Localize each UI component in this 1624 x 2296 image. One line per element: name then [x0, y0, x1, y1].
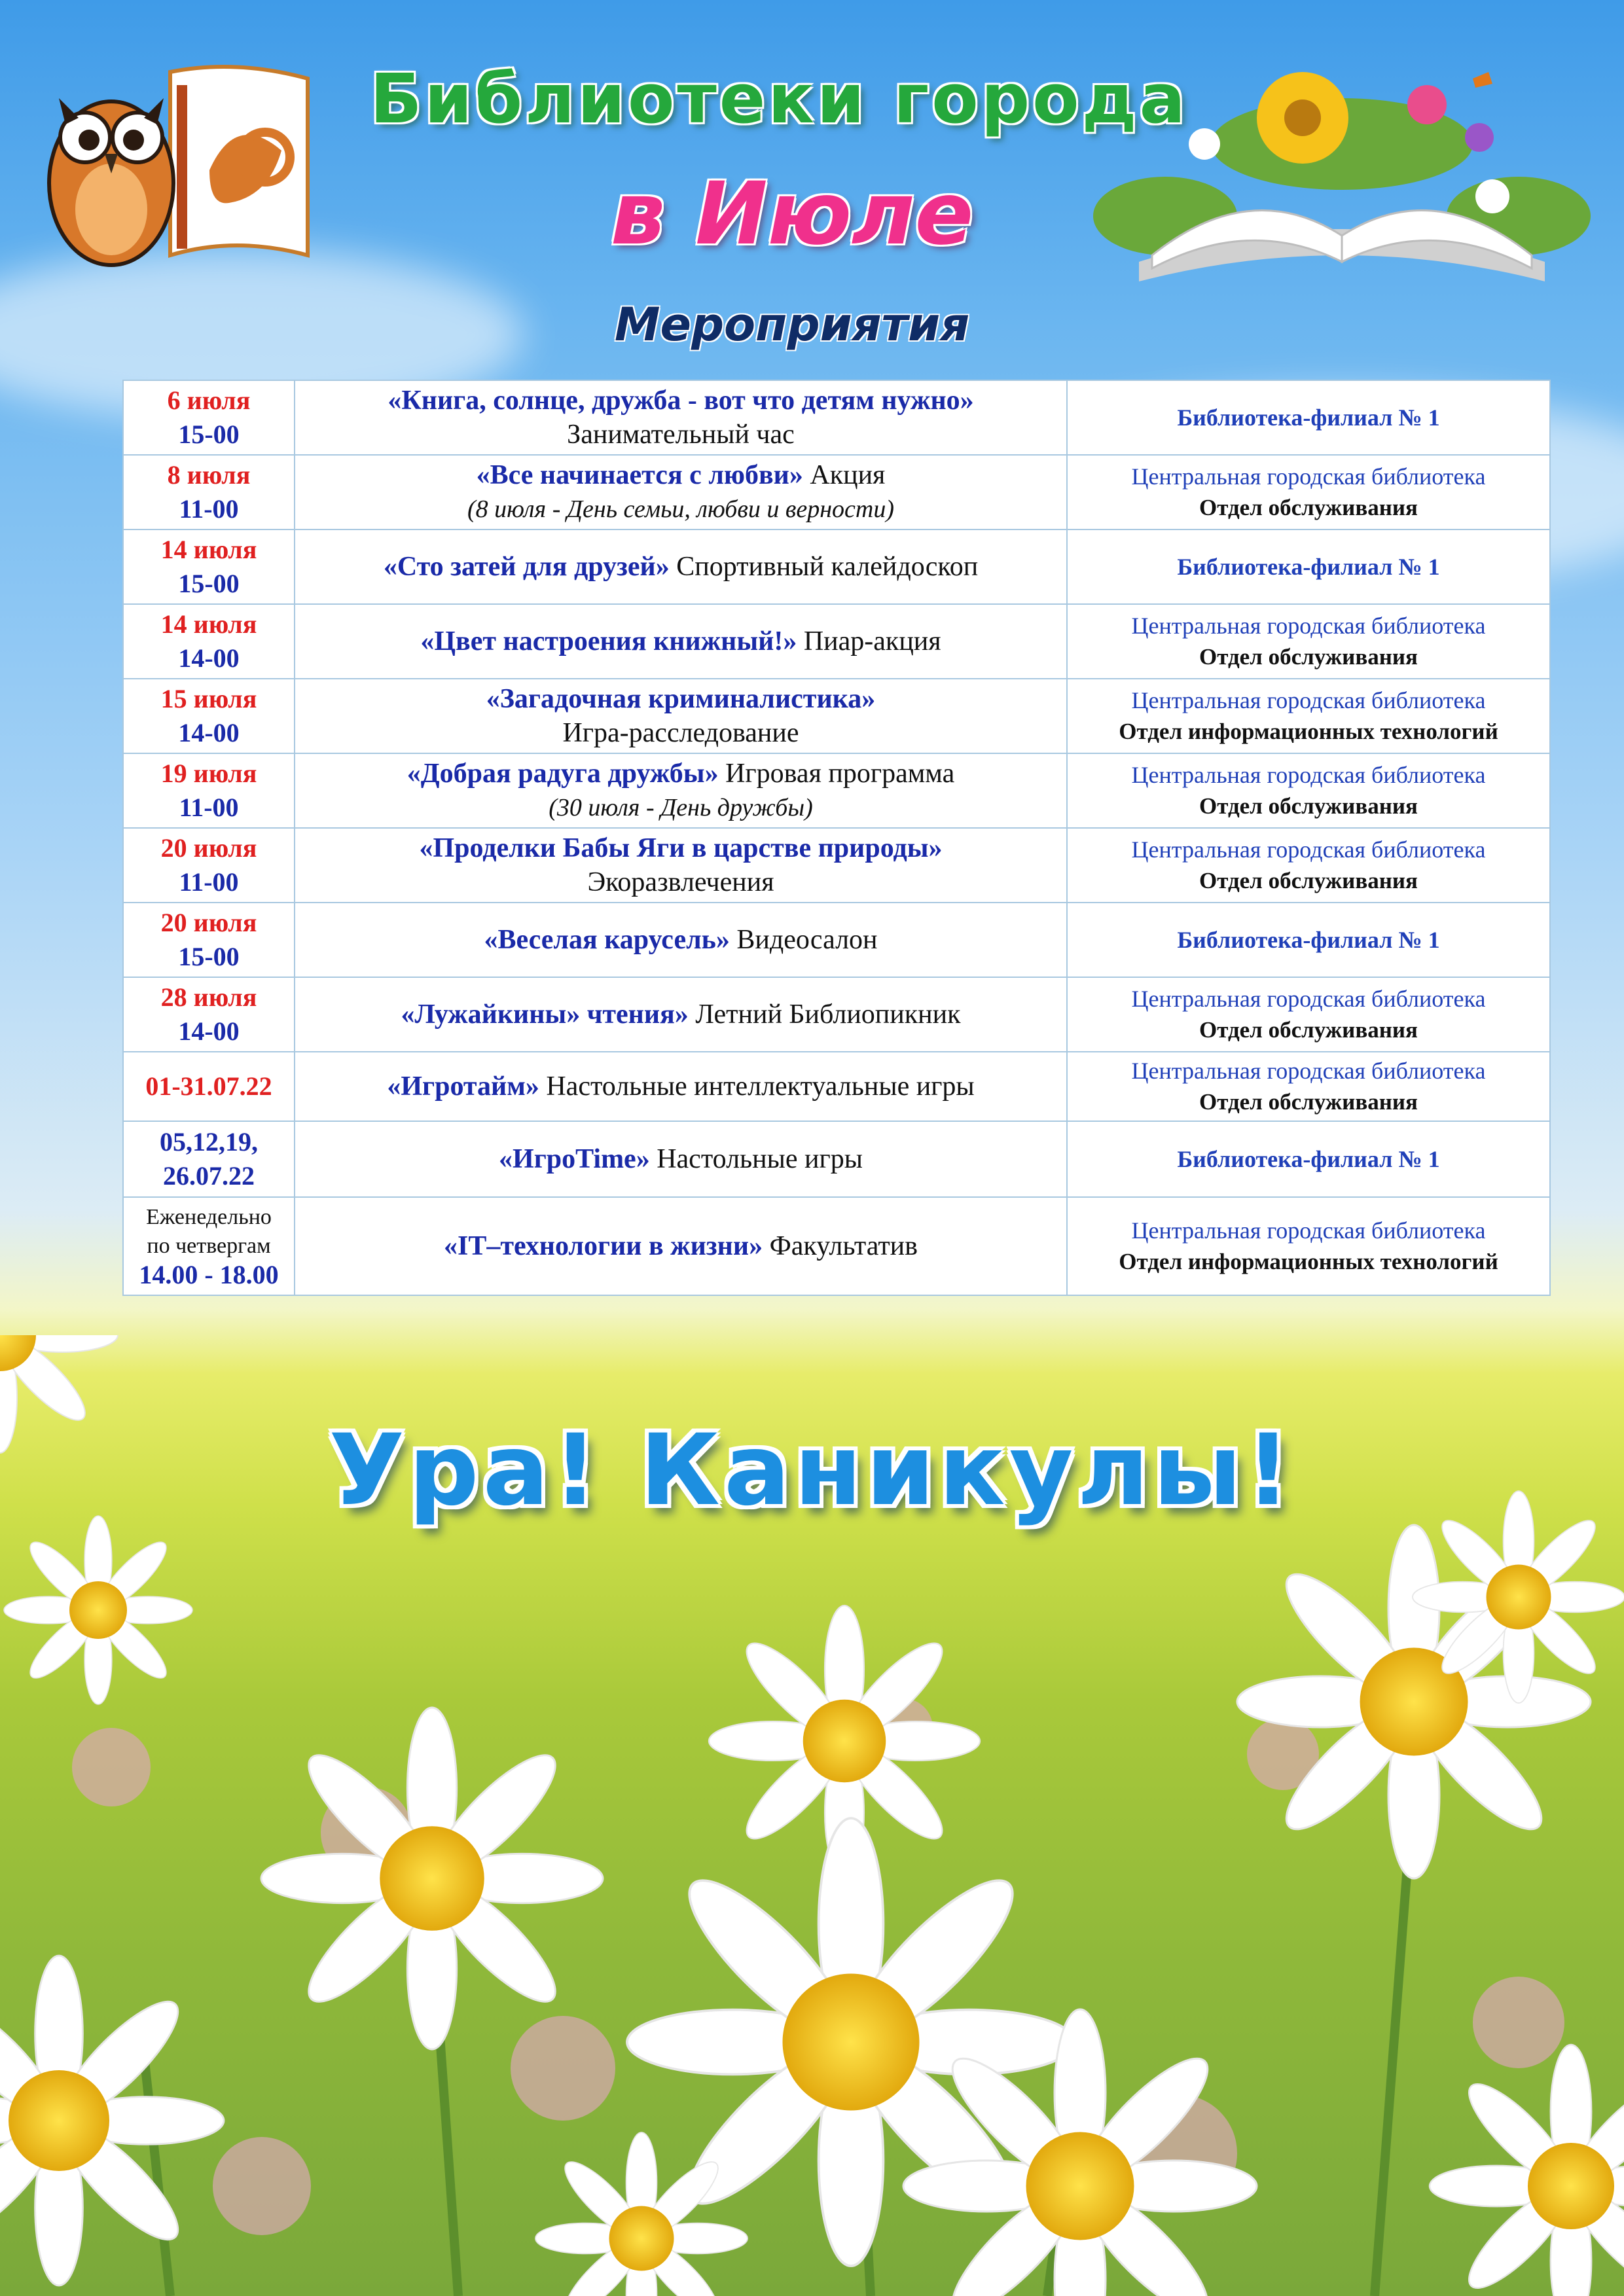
date-cell: [123, 828, 295, 903]
table-row: [123, 903, 1550, 977]
event-date: 14 июля: [160, 535, 257, 564]
event-department: Отдел обслуживания: [1199, 793, 1418, 819]
library-logo: [39, 59, 321, 275]
date-cell: [123, 679, 295, 753]
table-row: [123, 604, 1550, 679]
events-table: [122, 380, 1551, 1296]
event-date: 14 июля: [160, 609, 257, 639]
time-range: 14.00 - 18.00: [139, 1260, 279, 1289]
event-cell: [295, 903, 1067, 977]
event-date: 19 июля: [160, 759, 257, 788]
event-department: Отдел обслуживания: [1199, 1017, 1418, 1043]
event-title: «Книга, солнце, дружба - вот что детям нужно»: [388, 386, 974, 416]
date-cell: [123, 529, 295, 604]
event-location: Центральная городская библиотека: [1131, 687, 1486, 713]
event-department: Отдел обслуживания: [1199, 1089, 1418, 1115]
location-cell: [1067, 903, 1550, 977]
event-time: 15-00: [178, 942, 240, 971]
event-cell: [295, 1052, 1067, 1121]
location-cell: [1067, 828, 1550, 903]
event-department: Отдел информационных технологий: [1119, 1249, 1498, 1274]
event-time: 11-00: [179, 494, 239, 524]
event-type: Настольные игры: [657, 1144, 863, 1174]
date-cell: [123, 1121, 295, 1197]
table-row: [123, 380, 1550, 455]
event-title: «Все начинается с любви»: [476, 460, 803, 490]
event-location-branch: Библиотека-филиал № 1: [1177, 554, 1440, 580]
event-time: 11-00: [179, 793, 239, 822]
event-type: Спортивный калейдоскоп: [676, 552, 979, 582]
event-time: 15-00: [178, 569, 240, 598]
location-cell: [1067, 455, 1550, 529]
event-title: «Лужайкины» чтения»: [401, 999, 689, 1030]
event-department: Отдел обслуживания: [1199, 644, 1418, 670]
slogan: Ура! Каникулы!: [329, 1414, 1295, 1528]
event-type: Экоразвлечения: [587, 867, 774, 897]
event-cell: [295, 753, 1067, 828]
event-department: Отдел обслуживания: [1199, 495, 1418, 520]
event-location: Центральная городская библиотека: [1131, 463, 1486, 490]
event-title: «Добрая радуга дружбы»: [406, 759, 719, 789]
date-line: Еженедельно: [146, 1205, 272, 1229]
event-time: 15-00: [178, 420, 240, 449]
table-row: [123, 455, 1550, 529]
event-cell: [295, 679, 1067, 753]
event-note: (8 июля - День семьи, любви и верности): [467, 495, 895, 523]
event-location: Центральная городская библиотека: [1131, 836, 1486, 863]
event-department: Отдел информационных технологий: [1119, 719, 1498, 744]
location-cell: [1067, 1121, 1550, 1197]
event-location: Центральная городская библиотека: [1131, 1058, 1486, 1084]
location-cell: [1067, 1197, 1550, 1295]
event-location-branch: Библиотека-филиал № 1: [1177, 404, 1440, 431]
table-row: [123, 529, 1550, 604]
event-type: Акция: [810, 460, 886, 490]
event-type: Занимательный час: [567, 420, 795, 450]
event-location-branch: Библиотека-филиал № 1: [1177, 927, 1440, 953]
poster-month: в Июле: [610, 164, 974, 264]
event-cell: [295, 604, 1067, 679]
event-date: 15 июля: [160, 684, 257, 713]
event-cell: [295, 1121, 1067, 1197]
poster-subtitle: Мероприятия: [614, 298, 970, 351]
event-title: «Цвет настроения книжный!»: [420, 626, 797, 656]
event-type: Видеосалон: [736, 925, 878, 955]
date-cell: [123, 1197, 295, 1295]
event-date: 6 июля: [167, 386, 251, 415]
event-date: 20 июля: [160, 833, 257, 863]
event-time: 14-00: [178, 643, 240, 673]
event-date: 20 июля: [160, 908, 257, 937]
date-cell: [123, 903, 295, 977]
poster-title: Библиотеки города: [370, 59, 1188, 139]
table-row: [123, 753, 1550, 828]
event-type: Игровая программа: [725, 759, 955, 789]
event-department: Отдел обслуживания: [1199, 868, 1418, 893]
event-type: Летний Библиопикник: [695, 999, 961, 1030]
event-location: Центральная городская библиотека: [1131, 762, 1486, 788]
location-cell: [1067, 604, 1550, 679]
location-cell: [1067, 977, 1550, 1052]
event-note: (30 июля - День дружбы): [549, 794, 813, 821]
date-line: 05,12,19,: [160, 1127, 258, 1157]
date-cell: [123, 604, 295, 679]
location-cell: [1067, 753, 1550, 828]
event-location: Центральная городская библиотека: [1131, 986, 1486, 1012]
event-time: 14-00: [178, 1016, 240, 1046]
event-date: 01-31.07.22: [145, 1071, 272, 1101]
table-row: [123, 1121, 1550, 1197]
event-date: 8 июля: [167, 460, 251, 490]
date-cell: [123, 380, 295, 455]
date-cell: [123, 455, 295, 529]
event-location-branch: Библиотека-филиал № 1: [1177, 1146, 1440, 1172]
event-type: Игра-расследование: [562, 718, 799, 748]
event-date: 28 июля: [160, 982, 257, 1012]
location-cell: [1067, 380, 1550, 455]
table-row: [123, 1052, 1550, 1121]
event-cell: [295, 828, 1067, 903]
event-title: «ИгроTime»: [499, 1144, 650, 1174]
event-time: 11-00: [179, 867, 239, 897]
event-title: «Загадочная криминалистика»: [486, 684, 876, 714]
table-row: [123, 679, 1550, 753]
table-row: [123, 828, 1550, 903]
event-type: Настольные интеллектуальные игры: [546, 1071, 975, 1102]
event-cell: [295, 529, 1067, 604]
event-title: «Веселая карусель»: [484, 925, 730, 955]
date-line: по четвергам: [147, 1234, 271, 1258]
event-cell: [295, 1197, 1067, 1295]
event-cell: [295, 455, 1067, 529]
event-time: 14-00: [178, 718, 240, 747]
event-title: «Игротайм»: [387, 1071, 539, 1102]
event-type: Факультатив: [769, 1231, 918, 1261]
date-cell: [123, 1052, 295, 1121]
event-title: «Сто затей для друзей»: [383, 552, 670, 582]
location-cell: [1067, 679, 1550, 753]
event-location: Центральная городская библиотека: [1131, 613, 1486, 639]
event-cell: [295, 380, 1067, 455]
date-cell: [123, 977, 295, 1052]
event-cell: [295, 977, 1067, 1052]
table-row: [123, 1197, 1550, 1295]
table-row: [123, 977, 1550, 1052]
date-line: 26.07.22: [163, 1161, 255, 1191]
event-type: Пиар-акция: [803, 626, 941, 656]
location-cell: [1067, 529, 1550, 604]
location-cell: [1067, 1052, 1550, 1121]
event-title: «Проделки Бабы Яги в царстве природы»: [419, 833, 943, 863]
event-location: Центральная городская библиотека: [1131, 1217, 1486, 1244]
event-title: «IT–технологии в жизни»: [444, 1231, 763, 1261]
date-cell: [123, 753, 295, 828]
